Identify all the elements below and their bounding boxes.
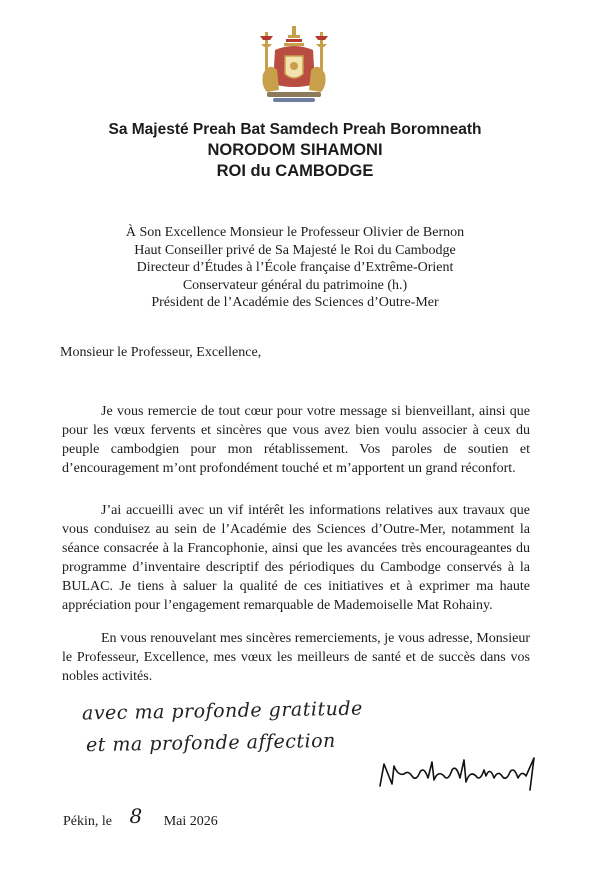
date-place: Pékin, le <box>63 814 112 829</box>
handwritten-closing-line: et ma profonde affection <box>85 729 336 757</box>
handwritten-signature <box>378 756 548 792</box>
body-paragraph: Je vous remercie de tout cœur pour votre message si bienveillant, ainsi que pour les vœux fervents et sincères que vous avez bien voulu associer à ceux du peuple cambodgien pour mon rétablissement. Vos paroles de soutien et d’encouragement m’ont profondément touché et m’apportent un grand réconfort. <box>62 404 530 476</box>
date-month-year: Mai 2026 <box>163 814 218 829</box>
handwritten-closing-line: avec ma profonde gratitude <box>81 697 363 725</box>
date-line <box>63 806 218 830</box>
recipient-line: Directeur d’Études à l’École française d’Extrême-Orient <box>136 260 454 276</box>
date-day: 8 <box>129 804 143 828</box>
king-title: ROI du CAMBODGE <box>216 162 374 180</box>
recipient-line: À Son Excellence Monsieur le Professeur Olivier de Bernon <box>125 225 465 240</box>
king-name: NORODOM SIHAMONI <box>207 141 383 159</box>
recipient-line: Président de l’Académie des Sciences d’Outre-Mer <box>151 295 439 311</box>
royal-title: Sa Majesté Preah Bat Samdech Preah Boromneath <box>108 121 482 138</box>
recipient-address <box>0 224 590 312</box>
salutation: Monsieur le Professeur, Excellence, <box>60 345 262 360</box>
royal-coat-of-arms-icon <box>257 26 331 106</box>
body-paragraph: En vous renouvelant mes sincères remerciements, je vous adresse, Monsieur le Professeur, Excellence, mes vœux les meilleurs de santé et de succès dans vos nobles activités. <box>62 631 530 684</box>
recipient-line: Conservateur général du patrimoine (h.) <box>182 277 408 293</box>
royal-title-block <box>0 120 590 182</box>
recipient-line: Haut Conseiller privé de Sa Majesté le Roi du Cambodge <box>134 242 456 258</box>
body-paragraph: J’ai accueilli avec un vif intérêt les informations relatives aux travaux que vous conduisez au sein de l’Académie des Sciences d’Outre-Mer, notamment la séance consacrée à la Francophonie, ainsi que les avancées très encourageantes du programme d’inventaire descriptif des périodiques du Cambodge conservés à la BULAC. Je tiens à saluer la qualité de ces initiatives et à exprimer ma haute appréciation pour l’engagement remarquable de Mademoiselle Mat Rohainy. <box>62 503 530 613</box>
